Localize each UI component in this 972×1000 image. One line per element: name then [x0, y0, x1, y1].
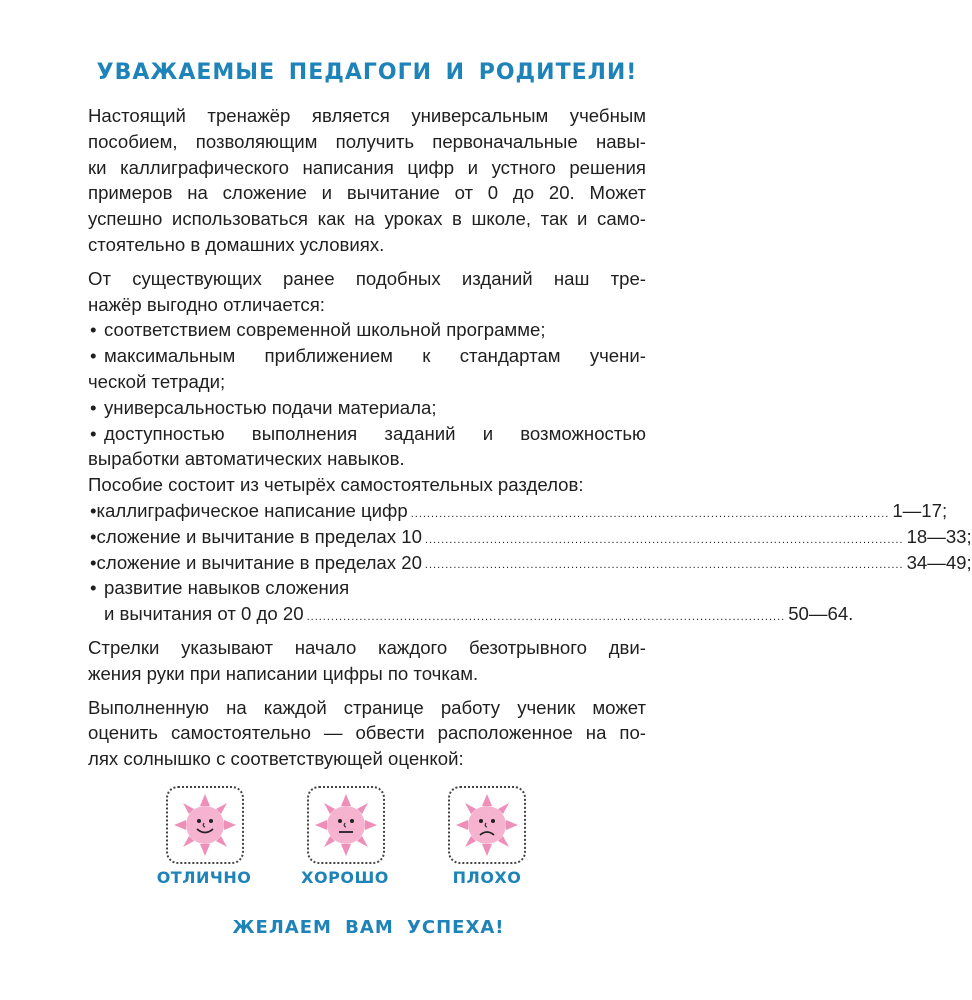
- grade-card-bad[interactable]: [448, 786, 526, 864]
- grade-label-bad: ПЛОХО: [452, 868, 522, 887]
- grade-label-good: ХОРОШО: [301, 868, 389, 887]
- intro-line: стоятельно в домашних условиях.: [88, 233, 385, 255]
- section-pages: 34—49;: [906, 551, 972, 573]
- arrows-paragraph: Стрелки указывают начало каждого безотрывного дви- жения руки при написании цифры по точкам.: [88, 636, 646, 684]
- bullet-icon: •: [90, 422, 97, 444]
- list-item: • соответствием современной школьной программе;: [88, 317, 646, 343]
- list-item: • максимальным приближением к стандартам учени- ческой тетради;: [88, 345, 646, 392]
- sun-sad-icon: [450, 788, 524, 862]
- page: [88, 52, 972, 772]
- leader-dots: ......................................................................................................................: [410, 507, 890, 520]
- bullet-icon: •: [90, 319, 97, 341]
- leader-dots: ......................................................................................................................: [424, 533, 904, 546]
- table-row: [88, 550, 972, 576]
- advantages-list: [88, 317, 646, 472]
- sections-list: [88, 498, 972, 627]
- advantages-intro-line: От существующих ранее подобных изданий наш тре-: [88, 267, 646, 289]
- bullet-icon: •: [90, 499, 97, 521]
- section-label: каллиграфическое написание цифр: [96, 499, 408, 521]
- sections-intro: Пособие состоит из четырёх самостоятельных разделов:: [88, 474, 584, 496]
- section-label: сложение и вычитание в пределах 20: [96, 551, 422, 573]
- intro-paragraph: [88, 103, 646, 258]
- intro-line: Настоящий тренажёр является универсальным учебным: [88, 105, 646, 126]
- intro-line: примеров на сложение и вычитание от 0 до 20. Может: [88, 182, 646, 204]
- table-row: [88, 524, 972, 550]
- section-pages: 18—33;: [906, 525, 972, 547]
- bullet-icon: •: [90, 345, 97, 367]
- grade-card-excellent[interactable]: [166, 786, 244, 864]
- list-item: • универсальностью подачи материала;: [88, 395, 646, 421]
- table-row: [88, 601, 854, 627]
- leader-dots: ......................................................................................................................: [306, 610, 786, 623]
- intro-line: пособием, позволяющим получить первоначальные навы-: [88, 130, 646, 152]
- sun-happy-icon: [168, 788, 242, 862]
- closing-wish: ЖЕЛАЕМ ВАМ УСПЕХА!: [232, 917, 505, 938]
- list-item: • доступностью выполнения заданий и возможностью выработки автоматических навыков.: [88, 422, 646, 470]
- advantages-intro-line: нажёр выгодно отличается:: [88, 293, 325, 315]
- section-label: сложение и вычитание в пределах 10: [96, 525, 422, 547]
- sun-neutral-icon: [309, 788, 383, 862]
- section-label: развитие навыков сложения: [104, 577, 350, 599]
- leader-dots: ......................................................................................................................: [424, 559, 904, 572]
- section-label: и вычитания от 0 до 20: [104, 603, 304, 625]
- intro-line: ки каллиграфического написания цифр и устного решения: [88, 156, 646, 178]
- grade-card-good[interactable]: [307, 786, 385, 864]
- table-row: [88, 498, 948, 524]
- table-row: [88, 575, 646, 601]
- bullet-icon: •: [90, 396, 97, 418]
- page-title: УВАЖАЕМЫЕ ПЕДАГОГИ И РОДИТЕЛИ!: [96, 60, 638, 85]
- grade-label-excellent: ОТЛИЧНО: [156, 868, 252, 887]
- evaluate-paragraph: Выполненную на каждой странице работу ученик может оценить самостоятельно — обвести расположенное на по- лях солнышко с соответствующей оценкой:: [88, 696, 646, 770]
- bullet-icon: •: [90, 525, 97, 547]
- section-pages: 50—64.: [788, 603, 854, 625]
- section-pages: 1—17;: [892, 499, 948, 521]
- bullet-icon: •: [90, 551, 97, 573]
- advantages-intro: [88, 266, 646, 318]
- bullet-icon: •: [90, 577, 97, 599]
- intro-line: успешно использоваться как на уроках в школе, так и само-: [88, 208, 646, 230]
